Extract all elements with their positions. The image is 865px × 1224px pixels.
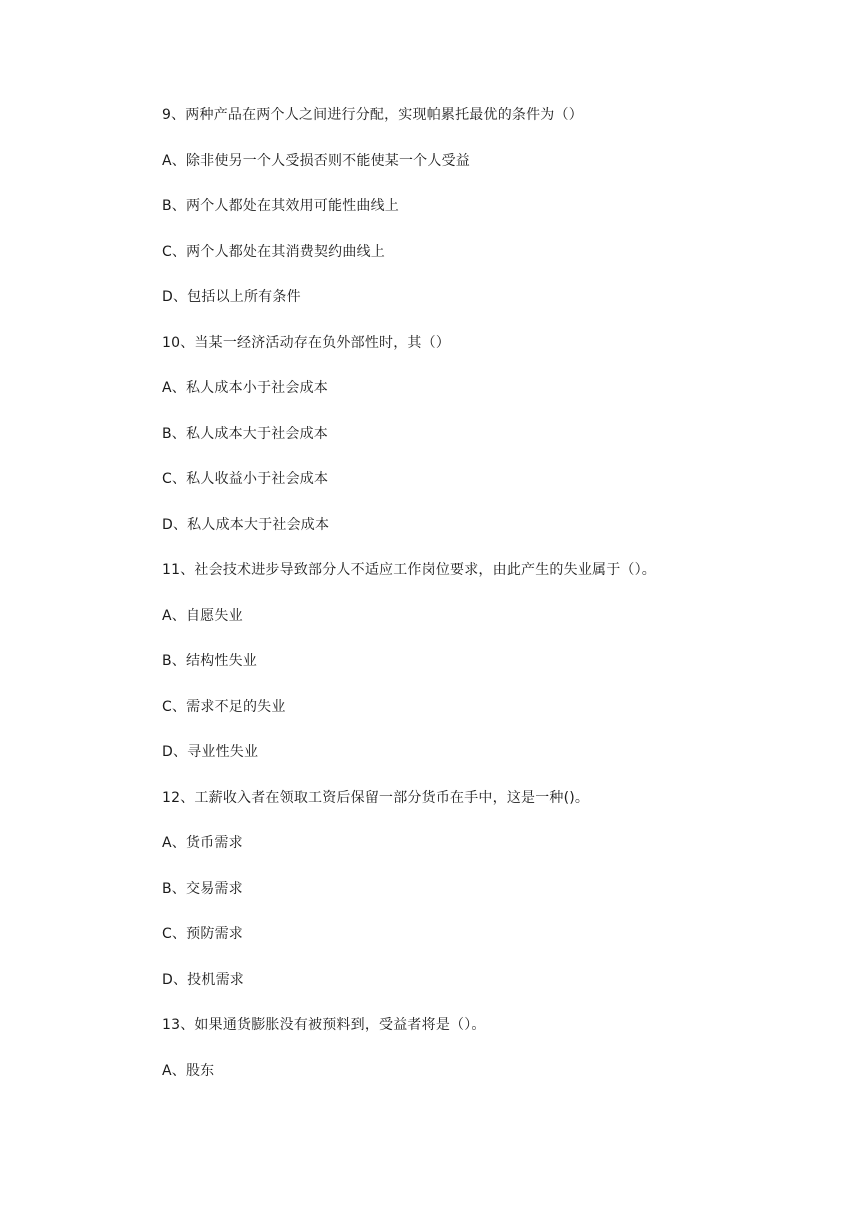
question-list xyxy=(162,104,822,1105)
option-9d: D、包括以上所有条件 xyxy=(162,289,301,305)
option-10d: D、私人成本大于社会成本 xyxy=(162,516,330,533)
option-12b: B、交易需求 xyxy=(162,880,243,897)
option-11c: C、需求不足的失业 xyxy=(162,698,286,715)
option-10c: C、私人收益小于社会成本 xyxy=(162,471,329,487)
option-9a: A、除非使另一个人受损否则不能使某一个人受益 xyxy=(162,152,470,169)
question-11: 11、社会技术进步导致部分人不适应工作岗位要求，由此产生的失业属于（）。 xyxy=(162,562,657,578)
option-9b: B、两个人都处在其效用可能性曲线上 xyxy=(162,198,400,214)
option-10a: A、私人成本小于社会成本 xyxy=(162,380,328,396)
question-9: 9、两种产品在两个人之间进行分配，实现帕累托最优的条件为（） xyxy=(162,107,583,123)
option-11a: A、自愿失业 xyxy=(162,607,243,624)
question-12: 12、工薪收入者在领取工资后保留一部分货币在手中，这是一种()。 xyxy=(162,789,590,806)
question-10: 10、当某一经济活动存在负外部性时，其（） xyxy=(162,334,451,351)
option-12d: D、投机需求 xyxy=(162,971,244,988)
option-13a: A、股东 xyxy=(162,1062,215,1079)
question-13: 13、如果通货膨胀没有被预料到，受益者将是（）。 xyxy=(162,1017,486,1033)
option-11b: B、结构性失业 xyxy=(162,653,258,669)
option-12c: C、预防需求 xyxy=(162,926,243,942)
option-11d: D、寻业性失业 xyxy=(162,744,259,760)
option-9c: C、两个人都处在其消费契约曲线上 xyxy=(162,243,385,260)
option-12a: A、货币需求 xyxy=(162,835,243,851)
option-10b: B、私人成本大于社会成本 xyxy=(162,425,329,442)
